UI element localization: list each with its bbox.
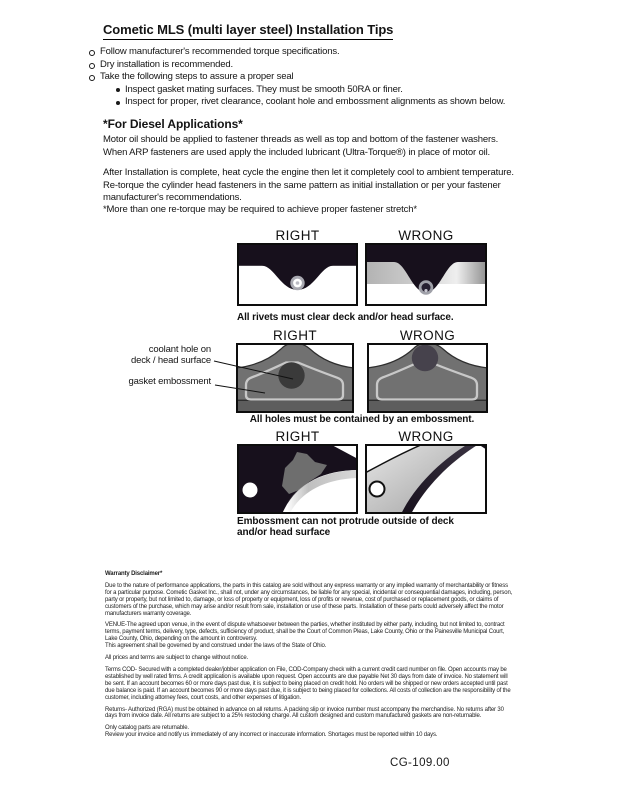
diagram-rivet-wrong	[365, 228, 487, 306]
warranty-disclaimer-section	[105, 571, 515, 739]
rivet-clearance-wrong-diagram	[365, 243, 487, 306]
list-item	[89, 46, 525, 59]
rivet-clearance-right-diagram	[237, 243, 358, 306]
list-item	[89, 71, 525, 84]
wrong-label: WRONG	[398, 228, 454, 243]
diagram-caption: All holes must be contained by an embossment.	[249, 414, 475, 425]
coolant-hole	[412, 345, 438, 371]
solid-bullet-icon	[116, 101, 120, 105]
list-item-label: Inspect for proper, rivet clearance, coolant hole and embossment alignments as shown below.	[125, 96, 506, 108]
list-item-label: Dry installation is recommended.	[100, 58, 234, 70]
retorque-note: *More than one re-torque may be required to achieve proper fastener stretch*	[103, 204, 417, 215]
legal-paragraph: Terms COD- Secured with a completed dealer/jobber application on File, COD-Company check with a current credit card number on file. Open accounts may be established by well rated firms. A credit application is available upon request. Open accounts are due payable Net 30 days from date of invoice. No statement will be sent. If an account becomes 60 or more days past due, it is subject to being placed on credit hold. No orders will be shipped or new orders accepted until past due balance is paid. If an account becomes 90 or more days past due, it is subject to being placed for collections. All costs of collection are the responsibility of the customer, including attorney fees, court costs, and other expenses of litigation.	[105, 666, 511, 701]
list-item-label: Follow manufacturer's recommended torque specifications.	[100, 46, 340, 57]
diagram-rivet-right	[237, 228, 358, 306]
rivet-icon	[419, 280, 434, 295]
bolt-hole	[370, 482, 385, 497]
diesel-applications-heading: *For Diesel Applications*	[103, 117, 243, 131]
list-item-label: Inspect gasket mating surfaces. They must be smooth 50RA or finer.	[125, 83, 403, 95]
annotation-gasket-embossment: gasket embossment	[128, 376, 211, 387]
diesel-paragraph-1: Motor oil should be applied to fastener threads as well as top and bottom of the fastener washers. When ARP fasteners are used apply the included lubricant (Ultra-Torque®) in place of motor oil.	[103, 134, 499, 158]
legal-paragraph: VENUE-The agreed upon venue, in the event of dispute whatsoever between the parties, whether instituted by either party, including, but not limited to, contract terms, payment terms, delivery, type, defects, sufficiency of product, shall be the Court of Common Pleas, Lake County, Ohio or the Painesville Municipal Court, Lake County, Ohio, depending on the amount in controversy.	[105, 622, 505, 643]
annotation-line: deck / head surface	[130, 354, 211, 366]
diagram-caption	[237, 516, 454, 538]
list-item	[116, 84, 525, 97]
installation-tips-list	[89, 46, 525, 109]
legal-paragraph: Only catalog parts are returnable.	[105, 725, 189, 732]
warranty-disclaimer-heading: Warranty Disclaimer*	[105, 571, 163, 577]
right-label: RIGHT	[275, 429, 320, 444]
legal-paragraph: This agreement shall be governed by and construed under the laws of the State of Ohio.	[105, 643, 327, 650]
legal-paragraph: Review your invoice and notify us immediately of any incorrect or inaccurate information. Shortages must be reported within 10 days.	[105, 732, 438, 739]
open-bullet-icon	[89, 75, 95, 81]
diesel-paragraph-2: After Installation is complete, heat cycle the engine then let it completely cool to ambient temperature. Re-torque the cylinder head fasteners in the same pattern as initial installation or per your fastener manufacturer's recommendations.	[103, 167, 514, 204]
caption-line: and/or head surface	[237, 527, 331, 538]
wrong-label: WRONG	[398, 429, 454, 444]
bolt-hole	[243, 483, 258, 498]
page-title: Cometic MLS (multi layer steel) Installation Tips	[103, 22, 393, 40]
diagram-caption: All rivets must clear deck and/or head surface.	[237, 312, 454, 323]
document-number: CG-109.00	[390, 757, 450, 769]
solid-bullet-icon	[116, 88, 120, 92]
right-label: RIGHT	[275, 228, 320, 243]
legal-paragraph: Due to the nature of performance applications, the parts in this catalog are sold without any express warranty or any implied warranty of merchantability or fitness for a particular purpose. Cometic Gasket Inc., shall not, under any circumstances, be liable for any special, incidental or consequential damages, including, person, party or property, but not limited to, damage, or loss of property or equipment, loss of profits or revenue, cost of purchased or replacement goods, or claims of customers of the purchase, which may arise and/or result from sale, installation or use of these parts. Installation of these parts could adversely affect the motor manufacturers warranty coverage.	[105, 582, 513, 617]
diagram-protrusion-right	[237, 429, 358, 514]
list-item	[89, 59, 525, 72]
caption-line: Embossment can not protrude outside of deck	[237, 516, 454, 527]
diagram-embossment-wrong	[367, 328, 488, 413]
embossment-wrong-diagram	[367, 343, 488, 413]
legal-paragraph: All prices and terms are subject to change without notice.	[105, 655, 249, 662]
annotation-line: coolant hole on	[148, 344, 211, 355]
list-item-label: Take the following steps to assure a proper seal	[100, 71, 294, 83]
diagram-protrusion-wrong	[365, 429, 487, 514]
open-bullet-icon	[89, 50, 95, 56]
right-label: RIGHT	[273, 328, 317, 343]
protrusion-wrong-diagram	[365, 444, 487, 514]
annotation-leader-lines	[105, 335, 305, 405]
wrong-label: WRONG	[399, 328, 456, 343]
list-item	[116, 96, 525, 109]
open-bullet-icon	[89, 63, 95, 69]
rivet-icon	[290, 276, 304, 290]
protrusion-right-diagram	[237, 444, 358, 514]
legal-paragraph: Returns- Authorized (RGA) must be obtained in advance on all returns. A packing slip or invoice number must accompany the merchandise. No returns after 30 days from invoice date. All returns are subject to a 25% restocking charge. All custom designed and custom manufactured gaskets are non-returnable.	[105, 706, 504, 720]
